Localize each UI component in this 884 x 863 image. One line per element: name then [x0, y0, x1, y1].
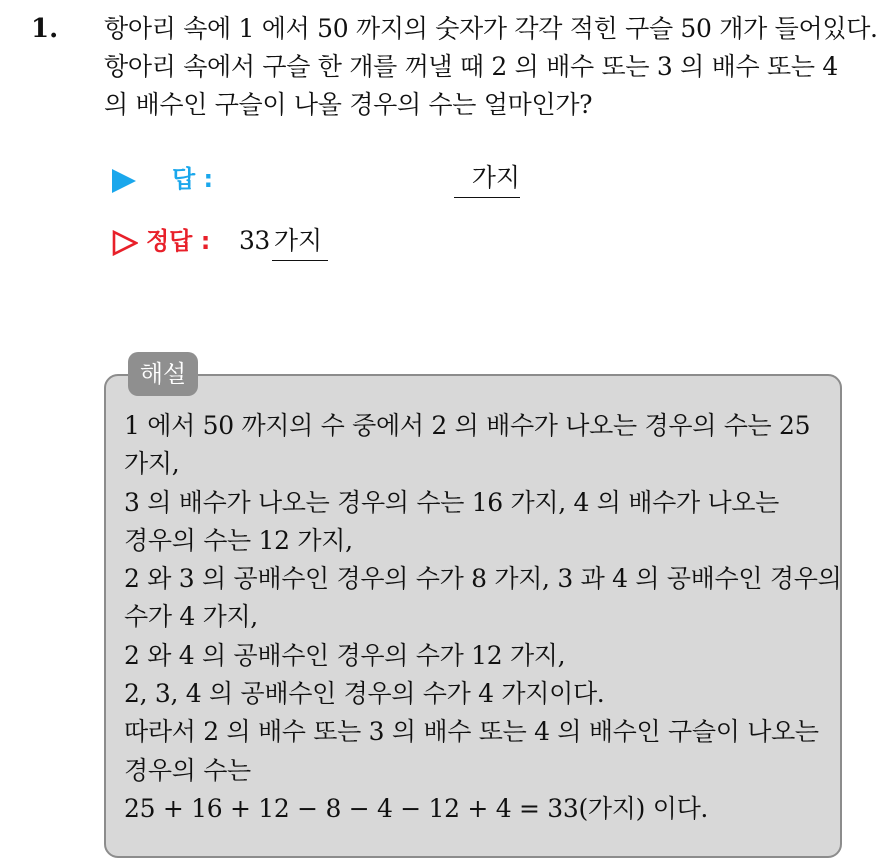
outline-triangle-icon — [112, 230, 138, 256]
solution-line: 가지, — [124, 449, 180, 479]
problem-line: 항아리 속에 1 에서 50 까지의 숫자가 각각 적힌 구슬 50 개가 들어있다. — [104, 14, 878, 43]
correct-answer-number: 33 — [239, 226, 270, 255]
correct-answer-unit: 가지 — [272, 224, 328, 261]
solution-line: 수가 4 가지, — [124, 602, 258, 632]
solution-line: 3 의 배수가 나오는 경우의 수는 16 가지, 4 의 배수가 나오는 — [124, 487, 780, 517]
solution-tag: 해설 — [128, 352, 198, 396]
answer-label: 답 : — [172, 165, 214, 193]
problem-line: 항아리 속에서 구슬 한 개를 꺼낼 때 2 의 배수 또는 3 의 배수 또는 4 — [104, 52, 838, 81]
problem-line: 의 배수인 구슬이 나올 경우의 수는 얼마인가? — [104, 90, 593, 119]
answer-unit: 가지 — [471, 163, 520, 192]
answer-input[interactable] — [454, 160, 520, 198]
play-triangle-icon — [112, 169, 136, 193]
solution-line: 2 와 4 의 공배수인 경우의 수가 12 가지, — [124, 640, 566, 670]
solution-line: 1 에서 50 까지의 수 중에서 2 의 배수가 나오는 경우의 수는 25 — [124, 411, 811, 440]
solution-line: 2, 3, 4 의 공배수인 경우의 수가 4 가지이다. — [124, 679, 605, 709]
solution-text — [124, 407, 842, 828]
solution-line: 25 + 16 + 12 − 8 − 4 − 12 + 4 = 33(가지) 이다. — [124, 793, 709, 823]
problem-statement — [104, 10, 878, 124]
problem-number: 1. — [31, 14, 59, 44]
solution-line: 경우의 수는 12 가지, — [124, 525, 353, 555]
answer-row — [112, 160, 532, 200]
solution-line: 2 와 3 의 공배수인 경우의 수가 8 가지, 3 과 4 의 공배수인 경우의 — [124, 564, 842, 594]
solution-line: 따라서 2 의 배수 또는 3 의 배수 또는 4 의 배수인 구슬이 나오는 — [124, 717, 819, 747]
correct-answer-label: 정답 : — [146, 227, 211, 255]
correct-answer-row — [112, 222, 532, 264]
correct-answer-value — [239, 224, 328, 261]
solution-line: 경우의 수는 — [124, 755, 251, 785]
